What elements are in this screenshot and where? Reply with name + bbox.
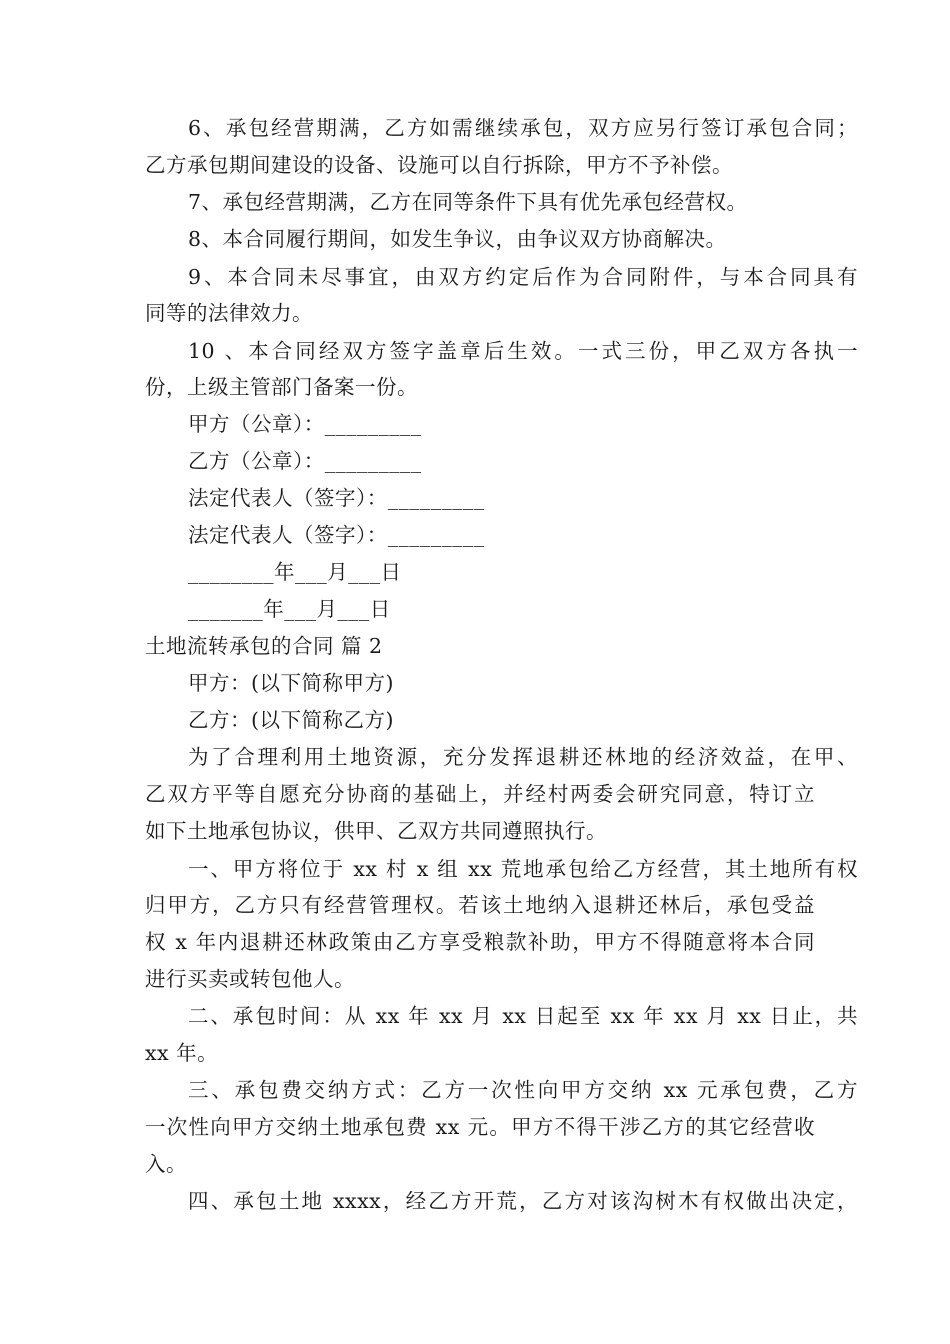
clause-6-line-1: 6、承包经营期满，乙方如需继续承包，双方应另行签订承包合同； xyxy=(188,116,858,140)
preamble-line-2: 乙双方平等自愿充分协商的基础上，并经村两委会研究同意，特订立 xyxy=(145,782,815,806)
party-b-line: 乙方：(以下简称乙方) xyxy=(188,708,394,732)
article-3-line-3: 入。 xyxy=(145,1152,187,1176)
clause-7: 7、承包经营期满，乙方在同等条件下具有优先承包经营权。 xyxy=(188,190,748,214)
party-a-seal-line: 甲方（公章）：_________ xyxy=(188,412,422,436)
clause-10-line-2: 份，上级主管部门备案一份。 xyxy=(145,375,418,399)
preamble-line-1: 为了合理利用土地资源，充分发挥退耕还林地的经济效益，在甲、 xyxy=(188,745,858,769)
clause-9-line-2: 同等的法律效力。 xyxy=(145,301,313,325)
article-1-line-1: 一、甲方将位于 xx 村 x 组 xx 荒地承包给乙方经营，其土地所有权 xyxy=(188,857,858,881)
legal-rep-signature-line-1: 法定代表人（签字）：_________ xyxy=(188,486,485,510)
clause-9-line-1: 9、本合同未尽事宜，由双方约定后作为合同附件，与本合同具有 xyxy=(188,265,858,289)
legal-rep-signature-line-2: 法定代表人（签字）：_________ xyxy=(188,523,485,547)
article-4-line-1: 四、承包土地 xxxx，经乙方开荒，乙方对该沟树木有权做出决定， xyxy=(188,1189,858,1213)
date-line-2: _______年___月___日 xyxy=(188,597,391,621)
article-3-line-1: 三、承包费交纳方式：乙方一次性向甲方交纳 xx 元承包费，乙方 xyxy=(188,1078,858,1102)
date-line-1: ________年___月___日 xyxy=(188,560,402,584)
party-b-seal-line: 乙方（公章）：_________ xyxy=(188,449,422,473)
clause-6-line-2: 乙方承包期间建设的设备、设施可以自行拆除，甲方不予补偿。 xyxy=(145,153,733,177)
article-2-line-1: 二、承包时间：从 xx 年 xx 月 xx 日起至 xx 年 xx 月 xx 日止，共 xyxy=(188,1004,858,1028)
article-1-line-2: 归甲方，乙方只有经营管理权。若该土地纳入退耕还林后，承包受益 xyxy=(145,893,815,917)
party-a-line: 甲方：(以下简称甲方) xyxy=(188,671,394,695)
article-1-line-4: 进行买卖或转包他人。 xyxy=(145,967,355,991)
section-title: 土地流转承包的合同 篇 2 xyxy=(145,634,383,658)
article-1-line-3: 权 x 年内退耕还林政策由乙方享受粮款补助，甲方不得随意将本合同 xyxy=(145,930,815,954)
clause-8: 8、本合同履行期间，如发生争议，由争议双方协商解决。 xyxy=(188,227,727,251)
article-3-line-2: 一次性向甲方交纳土地承包费 xx 元。甲方不得干涉乙方的其它经营收 xyxy=(145,1115,815,1139)
article-2-line-2: xx 年。 xyxy=(145,1041,219,1065)
clause-10-line-1: 10 、本合同经双方签字盖章后生效。一式三份，甲乙双方各执一 xyxy=(188,339,858,363)
preamble-line-3: 如下土地承包协议，供甲、乙双方共同遵照执行。 xyxy=(145,819,607,843)
